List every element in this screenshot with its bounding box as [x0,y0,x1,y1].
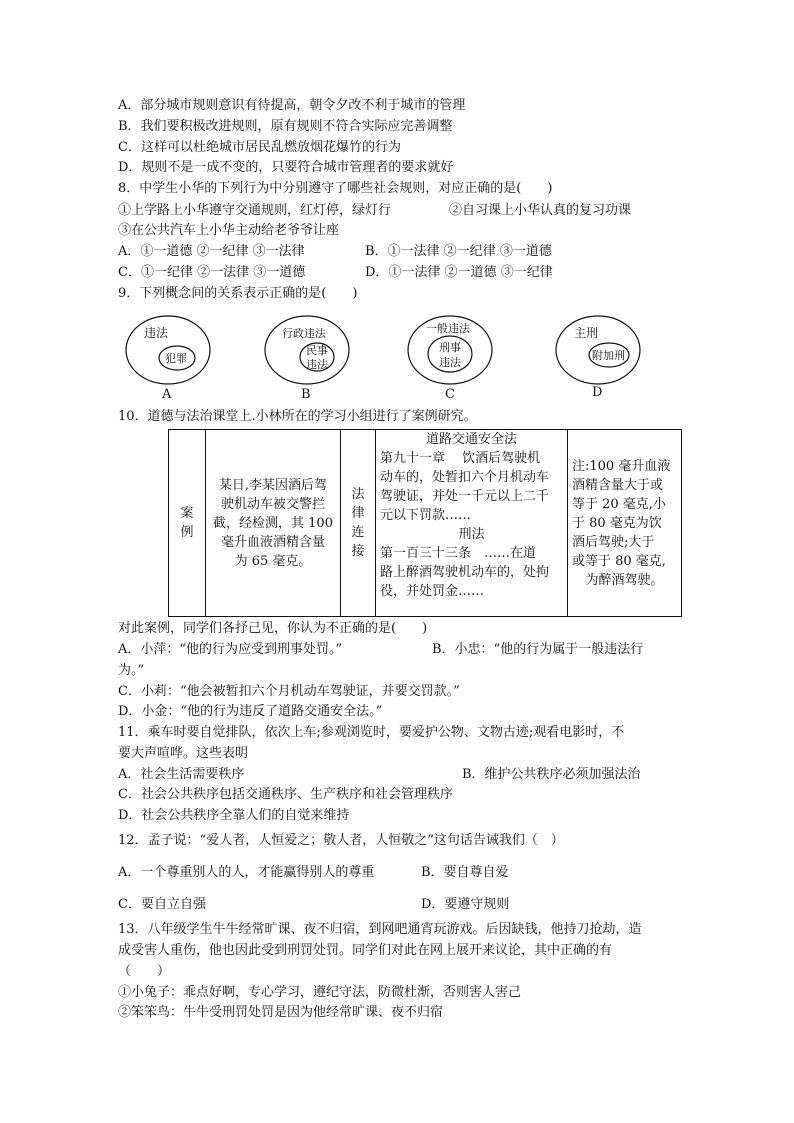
q7-option-d: D．规则不是一成不变的，只要符合城市管理者的要求就好 [118,160,454,175]
q8-item-3: ③在公共汽车上小华主动给老爷爷让座 [118,223,340,238]
q10-stem: 10．道德与法治课堂上.小林所在的学习小组进行了案例研究。 [118,409,477,424]
law-link-label: 法 律 连 接 [341,430,376,617]
q9-diagrams [120,312,660,404]
q9-diagram-a [126,316,210,402]
case-description: 某日,李某因酒后驾 驶机动车被交警拦 截，经检测，其 100 毫升血液酒精含量 为 65 毫克。 [206,430,341,617]
q9-diagram-b [265,316,349,402]
q13-stem-line3: （ ） [118,964,171,979]
q12-option-c: C．要自立自强 [118,897,206,912]
q8-stem: 8．中学生小华的下列行为中分别遵守了哪些社会规则，对应正确的是( ) [118,181,553,196]
q9-a-outer: 违法 [144,326,169,340]
q10-option-b-line2: 为。” [118,663,145,678]
case-note: 注:100 毫升血液 酒精含量大于或 等于 20 毫克,小 于 80 毫克为饮 酒后驾驶;大于 或等于 80 毫克, 为醉酒驾驶。 [568,430,682,617]
q8-option-b: B．①一法律 ②一纪律 ③一道德 [365,244,552,259]
case-table [168,429,682,617]
q11-stem-line1: 11．乘车时要自觉排队，依次上车;参观浏览时，要爱护公物、文物古迹;观看电影时，不 [118,725,625,740]
q8-item-2: ②自习课上小华认真的复习功课 [449,203,632,218]
q9-diagram-c [408,316,492,402]
q9-b-letter: B [301,387,311,402]
q10-option-c: C．小莉：“他会被暂扣六个月机动车驾驶证，并要交罚款。” [118,684,460,699]
q9-b-outer: 行政违法 [282,327,326,340]
q9-c-inner-2: 违法 [439,356,461,369]
q13-stem-line2: 成受害人重伤，他也因此受到刑罚处罚。同学们对此在网上展开来议论，其中正确的有 [118,943,613,958]
q9-c-inner-1: 刑事 [439,341,461,354]
q11-option-a: A．社会生活需要秩序 [118,767,245,782]
q8-option-c: C．①一纪律 ②一法律 ③一道德 [118,265,306,280]
law-title-traffic: 道路交通安全法 [425,432,517,447]
q12-stem: 12．孟子说：“爱人者，人恒爱之；敬人者，人恒敬之”这句话告诫我们（ ） [118,833,564,848]
q11-option-d: D．社会公共秩序全靠人们的自觉来维持 [118,808,350,823]
q9-a-inner: 犯罪 [165,352,187,365]
q7-option-a: A．部分城市规则意识有待提高，朝令夕改不利于城市的管理 [118,98,466,113]
q9-c-outer: 一般违法 [426,322,470,335]
q9-d-letter: D [592,385,603,400]
law-excerpts: 道路交通安全法 第九十一章 饮酒后驾驶机 动车的，处暂扣六个月机动车 驾驶证，并处一千元以上二千 元以下罚款…… 刑法 第一百三十三条 ……在道 路上醉酒驾驶机动车的，处拘 役，并处罚金…… [376,430,568,617]
q12-option-a: A．一个尊重别人的人，才能赢得别人的尊重 [118,865,375,880]
q8-option-a: A．①一道德 ②一纪律 ③一法律 [118,244,305,259]
q9-a-letter: A [162,387,172,402]
q9-b-inner-1: 民事 [306,344,328,357]
q11-option-b: B．维护公共秩序必须加强法治 [462,767,641,782]
q12-option-d: D．要遵守规则 [421,897,510,912]
q13-item-2: ②笨笨鸟：牛牛受刑罚处罚是因为他经常旷课、夜不归宿 [118,1005,444,1020]
q10-ask: 对此案例，同学们各抒己见，你认为不正确的是( ) [118,621,428,636]
case-label: 案 例 [169,430,206,617]
q7-option-c: C．这样可以杜绝城市居民乱燃放烟花爆竹的行为 [118,140,401,155]
q13-stem-line1: 13．八年级学生牛牛经常旷课、夜不归宿，到网吧通宵玩游戏。后因缺钱，他持刀抢劫，造 [118,922,642,937]
q9-b-inner-2: 违法 [306,358,328,371]
q8-option-d: D．①一法律 ②一道德 ③一纪律 [365,265,553,280]
q11-option-c: C．社会公共秩序包括交通秩序、生产秩序和社会管理秩序 [118,787,453,802]
q10-option-b-line1: B．小忠：“他的行为属于一般违法行 [432,642,644,657]
q13-item-1: ①小兔子：乖点好啊，专心学习，遵纪守法，防微杜渐，否则害人害己 [118,985,522,1000]
q9-stem: 9．下列概念间的关系表示正确的是( ) [118,286,358,301]
q10-option-a: A．小萍：“他的行为应受到刑事处罚。” [118,642,343,657]
q9-d-outer: 主刑 [574,326,599,340]
q9-c-letter: C [445,387,455,402]
q8-item-1: ①上学路上小华遵守交通规则，红灯停，绿灯行 [118,203,392,218]
q9-diagram-d [556,316,640,400]
q10-option-d: D．小金：“他的行为违反了道路交通安全法。” [118,704,383,719]
q7-option-b: B．我们要积极改进规则，原有规则不符合实际应完善调整 [118,119,453,134]
q12-option-b: B．要自尊自爱 [421,865,509,880]
law-title-criminal: 刑法 [458,527,485,542]
q9-d-inner: 附加刑 [592,349,625,362]
q11-stem-line2: 要大声喧哗。这些表明 [118,746,249,761]
